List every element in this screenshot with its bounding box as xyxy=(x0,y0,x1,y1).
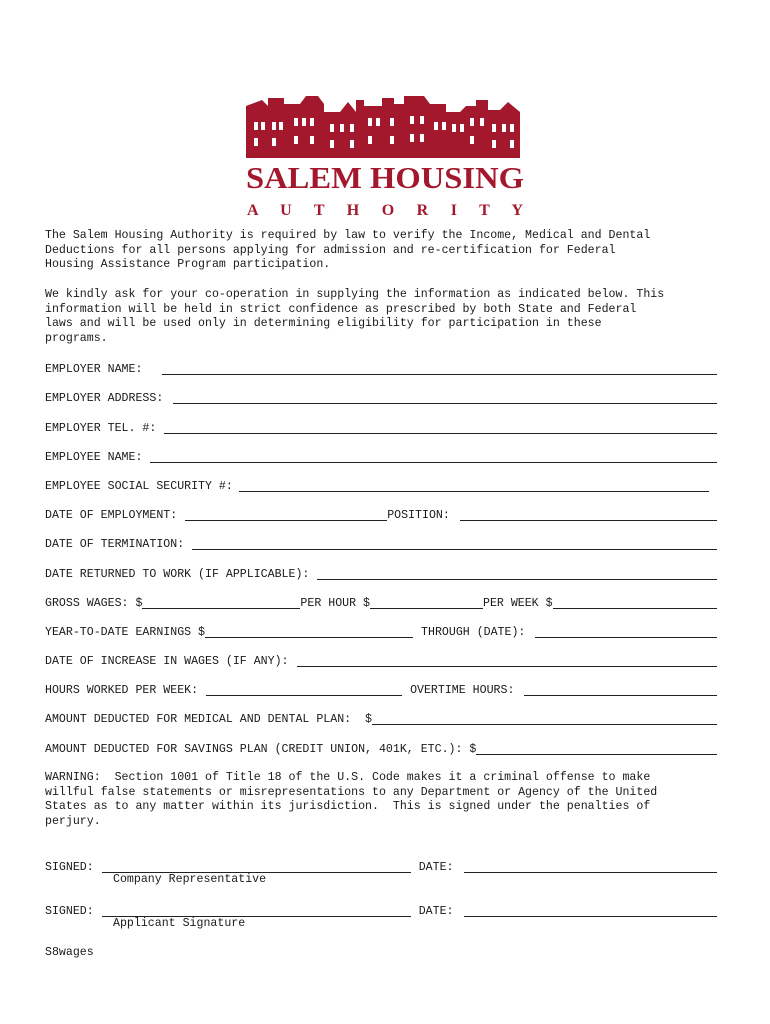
company-date-field[interactable] xyxy=(464,860,718,873)
applicant-signature-field[interactable] xyxy=(102,904,411,917)
date-of-termination-label: DATE OF TERMINATION: xyxy=(45,538,185,551)
logo-subtitle: A U T H O R I T Y xyxy=(247,202,523,219)
hours-per-week-label: HOURS WORKED PER WEEK: xyxy=(45,684,199,697)
date-returned-field[interactable] xyxy=(317,567,717,580)
employment-date-row xyxy=(45,506,717,522)
company-signature-field[interactable] xyxy=(102,860,411,873)
employee-ssn-field[interactable] xyxy=(239,479,709,492)
employer-address-label: EMPLOYER ADDRESS: xyxy=(45,392,164,405)
medical-deduction-label: AMOUNT DEDUCTED FOR MEDICAL AND DENTAL PLAN: $ xyxy=(45,713,372,726)
applicant-signed-label: SIGNED: xyxy=(45,905,94,918)
employee-name-row xyxy=(45,448,717,464)
savings-deduction-field[interactable] xyxy=(476,742,717,755)
applicant-signature-row xyxy=(45,902,717,918)
date-increase-row xyxy=(45,652,717,668)
employee-ssn-row xyxy=(45,477,717,493)
date-of-termination-field[interactable] xyxy=(192,537,717,550)
date-returned-label: DATE RETURNED TO WORK (IF APPLICABLE): xyxy=(45,568,310,581)
form-id: S8wages xyxy=(45,946,94,959)
company-signature-row xyxy=(45,858,717,874)
applicant-date-field[interactable] xyxy=(464,904,718,917)
gross-wages-row xyxy=(45,594,717,610)
termination-date-row xyxy=(45,535,717,551)
position-label: POSITION: xyxy=(387,509,450,522)
per-hour-label: PER HOUR $ xyxy=(300,597,370,610)
gross-wages-label: GROSS WAGES: $ xyxy=(45,597,143,610)
intro-paragraph-2: We kindly ask for your co-operation in supplying the information as indicated below. This information will be held in strict confidence as prescribed by both State and Federal laws and will be used only in determining eligibility for participation in these programs. xyxy=(45,288,665,346)
ytd-earnings-field[interactable] xyxy=(205,625,413,638)
company-representative-caption: Company Representative xyxy=(113,873,267,886)
employer-name-row xyxy=(45,360,717,376)
hours-per-week-field[interactable] xyxy=(206,683,402,696)
overtime-hours-field[interactable] xyxy=(524,683,717,696)
date-of-employment-label: DATE OF EMPLOYMENT: xyxy=(45,509,178,522)
position-field[interactable] xyxy=(460,508,717,521)
date-returned-row xyxy=(45,565,717,581)
company-signed-label: SIGNED: xyxy=(45,861,94,874)
employee-name-label: EMPLOYEE NAME: xyxy=(45,451,143,464)
applicant-signature-caption: Applicant Signature xyxy=(113,917,246,930)
employer-name-field[interactable] xyxy=(162,362,717,375)
company-date-label: DATE: xyxy=(418,861,454,874)
intro-paragraph-1: The Salem Housing Authority is required by law to verify the Income, Medical and Dental Deductions for all persons applying for admission and re-certification for Federal Housing Assistance Program participation. xyxy=(45,229,651,272)
employer-address-row xyxy=(45,389,717,405)
warning-paragraph: WARNING: Section 1001 of Title 18 of the U.S. Code makes it a criminal offense to make willful false statements or misrepresentations to any Department or Agency of the United States as to any matter within its jurisdiction. This is signed under the penalties of perjury. xyxy=(45,771,658,829)
hours-worked-row xyxy=(45,681,717,697)
savings-deduction-row xyxy=(45,740,717,756)
employee-ssn-label: EMPLOYEE SOCIAL SECURITY #: xyxy=(45,480,233,493)
employee-name-field[interactable] xyxy=(150,450,717,463)
through-date-field[interactable] xyxy=(535,625,717,638)
logo-name: SALEM HOUSING xyxy=(246,160,524,195)
employer-name-label: EMPLOYER NAME: xyxy=(45,363,143,376)
ytd-earnings-row xyxy=(45,623,717,639)
medical-deduction-field[interactable] xyxy=(372,712,717,725)
through-date-label: THROUGH (DATE): xyxy=(421,626,526,639)
savings-deduction-label: AMOUNT DEDUCTED FOR SAVINGS PLAN (CREDIT UNION, 401K, ETC.): $ xyxy=(45,743,477,756)
employer-tel-field[interactable] xyxy=(164,421,717,434)
date-increase-field[interactable] xyxy=(297,654,717,667)
gross-wages-field[interactable] xyxy=(142,596,300,609)
ytd-earnings-label: YEAR-TO-DATE EARNINGS $ xyxy=(45,626,206,639)
overtime-hours-label: OVERTIME HOURS: xyxy=(410,684,515,697)
logo-graphic xyxy=(244,92,526,220)
date-of-employment-field[interactable] xyxy=(185,508,387,521)
per-hour-field[interactable] xyxy=(370,596,483,609)
medical-deduction-row xyxy=(45,710,717,726)
per-week-field[interactable] xyxy=(553,596,717,609)
per-week-label: PER WEEK $ xyxy=(482,597,553,610)
employer-tel-row xyxy=(45,419,717,435)
applicant-date-label: DATE: xyxy=(418,905,454,918)
date-increase-label: DATE OF INCREASE IN WAGES (IF ANY): xyxy=(45,655,289,668)
employer-tel-label: EMPLOYER TEL. #: xyxy=(45,422,157,435)
salem-housing-logo xyxy=(244,92,526,220)
employer-address-field[interactable] xyxy=(173,391,717,404)
